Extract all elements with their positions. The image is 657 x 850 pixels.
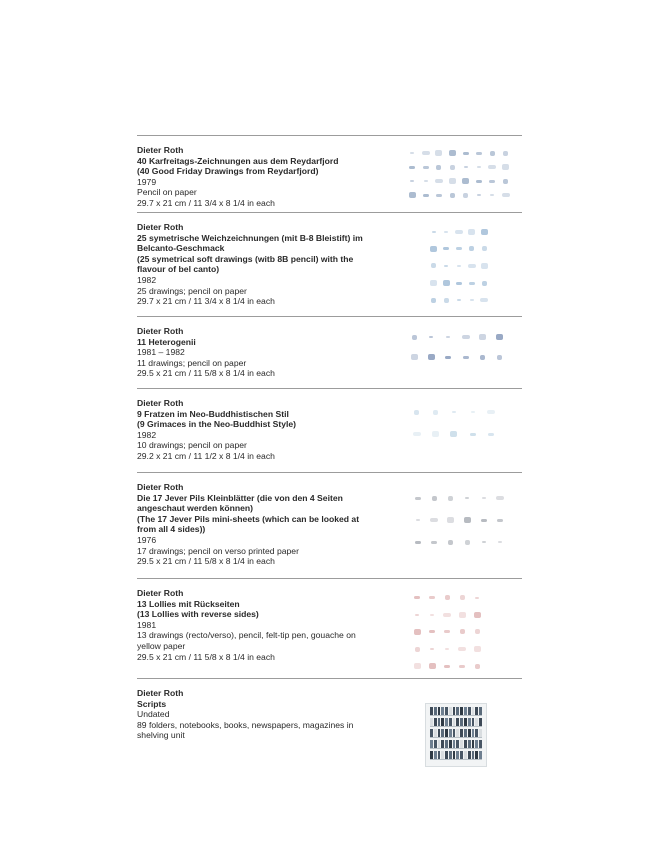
drawing-mark [479,242,489,255]
drawing-mark [411,489,425,507]
folder-spine [475,707,478,715]
drawing-mark [487,148,497,158]
drawing-mark [454,242,464,255]
drawing-mark [467,277,477,290]
artwork-title: flavour of bel canto) [137,264,220,275]
folder-spine [438,718,441,726]
drawing-mark [454,277,464,290]
artwork-entry [137,135,522,213]
folder-spine [472,751,475,759]
drawing-mark [447,148,457,158]
folder-spine [430,718,433,726]
drawing-mark [411,625,423,638]
folder-spine [441,751,444,759]
drawing-mark [411,511,425,529]
folder-spine [460,718,463,726]
drawing-mark [444,489,458,507]
artist-name: Dieter Roth [137,145,184,155]
drawing-mark [429,277,439,290]
artist-name: Dieter Roth [137,482,184,492]
drawing-mark [442,242,452,255]
drawing-mark [429,225,439,238]
drawing-mark [424,349,438,365]
drawing-mark [501,148,511,158]
artwork-detail: 1981 [137,619,157,630]
folder-spine [479,729,482,737]
drawing-mark [476,349,490,365]
artwork-thumbnail [407,329,507,365]
drawing-mark [471,608,483,621]
artwork-detail: 1982 [137,429,157,440]
drawing-mark [409,403,425,421]
folder-spine [460,751,463,759]
drawing-mark [461,176,471,186]
drawing-mark [456,625,468,638]
artwork-detail: Undated [137,709,170,720]
entry-text [137,145,387,209]
folder-spine [464,729,467,737]
artwork-thumbnail [409,403,499,443]
folder-spine [472,729,475,737]
folder-spine [464,751,467,759]
folder-spine [453,718,456,726]
folder-spine [445,707,448,715]
drawing-mark [411,533,425,551]
artwork-detail: 1979 [137,176,157,187]
drawing-mark [461,148,471,158]
drawing-mark [461,511,475,529]
drawing-mark [461,162,471,172]
drawing-mark [407,162,417,172]
folder-spine [460,729,463,737]
folder-spine [464,740,467,748]
folder-spine [456,740,459,748]
folder-spine [441,740,444,748]
artwork-detail: Pencil on paper [137,187,197,198]
artwork-detail: 10 drawings; pencil on paper [137,440,247,451]
folder-spine [430,707,433,715]
artwork-title: (13 Lollies with reverse sides) [137,609,259,620]
drawing-mark [442,225,452,238]
artwork-title: (The 17 Jever Pils mini-sheets (which can be looked at [137,513,360,524]
folder-spine [430,740,433,748]
drawing-mark [474,176,484,186]
drawing-mark [429,242,439,255]
artwork-title: angeschaut werden können) [137,503,254,514]
folder-spine [472,740,475,748]
entry-text [137,688,387,741]
drawing-mark [424,329,438,345]
drawing-mark [441,625,453,638]
artwork-title: (9 Grimaces in the Neo-Buddhist Style) [137,419,297,430]
drawing-mark [434,162,444,172]
folder-spine [441,707,444,715]
artist-name: Dieter Roth [137,326,184,336]
folder-spine [464,707,467,715]
drawing-mark [467,242,477,255]
artwork-title: Scripts [137,698,167,709]
drawing-mark [442,277,452,290]
drawing-mark [479,277,489,290]
artwork-title: from all 4 sides)) [137,524,206,535]
drawing-mark [428,403,444,421]
shelf-row [430,729,482,738]
folder-spine [475,740,478,748]
entry-text [137,326,387,379]
drawing-mark [483,425,499,443]
artwork-entry [137,388,522,473]
folder-spine [449,729,452,737]
drawing-mark [411,643,423,656]
drawing-mark [467,259,477,272]
drawing-mark [487,162,497,172]
drawing-mark [493,349,507,365]
artist-name: Dieter Roth [137,688,184,698]
drawing-mark [407,190,417,200]
entry-text [137,398,387,462]
artwork-title: Die 17 Jever Pils Kleinblätter (die von den 4 Seiten [137,492,343,503]
drawing-mark [441,349,455,365]
artwork-title: Belcanto-Geschmack [137,243,225,254]
shelf-row [430,751,482,760]
drawing-mark [426,608,438,621]
artwork-thumbnail [407,148,511,200]
drawing-mark [454,259,464,272]
artwork-entry [137,678,522,779]
drawing-mark [461,533,475,551]
drawing-mark [461,489,475,507]
folder-spine [472,718,475,726]
drawing-mark [441,329,455,345]
folder-spine [479,751,482,759]
drawing-mark [476,329,490,345]
drawing-mark [426,643,438,656]
shelving-unit-thumbnail [425,703,487,767]
folder-spine [475,729,478,737]
drawing-mark [429,259,439,272]
artwork-detail: 29.2 x 21 cm / 11 1/2 x 8 1/4 in each [137,450,275,461]
drawing-mark [501,176,511,186]
folder-spine [434,751,437,759]
folder-spine [438,707,441,715]
folder-spine [472,707,475,715]
artist-name: Dieter Roth [137,398,184,408]
entry-text [137,222,387,307]
artwork-detail: 1976 [137,534,157,545]
folder-spine [456,729,459,737]
folder-spine [434,740,437,748]
drawing-mark [487,190,497,200]
folder-spine [468,740,471,748]
folder-spine [453,707,456,715]
drawing-mark [456,660,468,673]
artwork-title: 9 Fratzen im Neo-Buddhistischen Stil [137,408,289,419]
drawing-mark [444,533,458,551]
artwork-detail: 89 folders, notebooks, books, newspapers, magazines in [137,719,354,730]
drawing-mark [428,533,442,551]
folder-spine [453,751,456,759]
shelf-row [430,707,482,716]
folder-spine [430,751,433,759]
drawing-mark [447,162,457,172]
drawing-mark [471,591,483,604]
folder-spine [434,718,437,726]
drawing-mark [467,225,477,238]
drawing-mark [501,162,511,172]
drawing-mark [420,190,430,200]
drawing-mark [493,329,507,345]
drawing-mark [442,259,452,272]
folder-spine [430,729,433,737]
entry-text [137,482,387,567]
artwork-thumbnail [411,591,483,673]
drawing-mark [441,643,453,656]
artwork-detail: 1982 [137,274,157,285]
folder-spine [453,729,456,737]
artist-name: Dieter Roth [137,588,184,598]
artwork-detail: 29.7 x 21 cm / 11 3/4 x 8 1/4 in each [137,296,275,307]
folder-spine [449,740,452,748]
folder-spine [434,729,437,737]
folder-spine [460,740,463,748]
drawing-mark [501,190,511,200]
folder-spine [438,740,441,748]
drawing-mark [441,591,453,604]
drawing-mark [471,643,483,656]
artwork-title: 40 Karfreitags-Zeichnungen aus dem Reydarfjord [137,155,339,166]
drawing-mark [411,660,423,673]
drawing-mark [459,349,473,365]
artist-name: Dieter Roth [137,222,184,232]
artwork-entry [137,472,522,579]
drawing-mark [483,403,499,421]
drawing-mark [465,403,481,421]
artwork-title: 25 symetrische Weichzeichnungen (mit B-8 Bleistift) im [137,232,363,243]
drawing-mark [474,148,484,158]
folder-spine [468,729,471,737]
drawing-mark [494,511,508,529]
artwork-detail: 25 drawings; pencil on paper [137,285,247,296]
drawing-mark [426,591,438,604]
folder-spine [434,707,437,715]
artwork-detail: 13 drawings (recto/verso), pencil, felt-tip pen, gouache on [137,630,356,641]
drawing-mark [461,190,471,200]
drawing-mark [407,148,417,158]
drawing-mark [444,511,458,529]
artwork-thumbnail [429,225,489,307]
drawing-mark [479,294,489,307]
drawing-mark [465,425,481,443]
drawing-mark [479,225,489,238]
artwork-detail: 1981 – 1982 [137,347,185,358]
drawing-mark [447,176,457,186]
folder-spine [464,718,467,726]
drawing-mark [428,489,442,507]
drawing-mark [407,176,417,186]
drawing-mark [407,349,421,365]
folder-spine [468,718,471,726]
drawing-mark [442,294,452,307]
artwork-entry [137,316,522,389]
drawing-mark [407,329,421,345]
folder-spine [460,707,463,715]
drawing-mark [479,259,489,272]
folder-spine [445,751,448,759]
artwork-thumbnail [411,489,507,551]
artwork-entry [137,578,522,679]
drawing-mark [411,608,423,621]
drawing-mark [434,148,444,158]
artwork-detail: 11 drawings; pencil on paper [137,357,247,368]
drawing-mark [441,608,453,621]
folder-spine [479,707,482,715]
folder-spine [438,751,441,759]
folder-spine [445,740,448,748]
drawing-mark [474,190,484,200]
artwork-detail: shelving unit [137,730,185,741]
drawing-mark [454,225,464,238]
artwork-entry [137,212,522,317]
drawing-mark [441,660,453,673]
drawing-mark [494,489,508,507]
folder-spine [479,718,482,726]
folder-spine [441,729,444,737]
artwork-detail: 29.5 x 21 cm / 11 5/8 x 8 1/4 in each [137,368,275,379]
folder-spine [475,718,478,726]
artwork-detail: yellow paper [137,640,186,651]
artwork-detail: 29.5 x 21 cm / 11 5/8 x 8 1/4 in each [137,556,275,567]
drawing-mark [409,425,425,443]
folder-spine [479,740,482,748]
drawing-mark [456,591,468,604]
folder-spine [449,751,452,759]
artwork-detail: 17 drawings; pencil on verso printed paper [137,545,299,556]
drawing-mark [456,643,468,656]
drawing-mark [428,511,442,529]
shelf-row [430,718,482,727]
drawing-mark [434,176,444,186]
drawing-mark [494,533,508,551]
folder-spine [456,718,459,726]
drawing-mark [420,162,430,172]
folder-spine [475,751,478,759]
drawing-mark [471,660,483,673]
drawing-mark [467,294,477,307]
drawing-mark [428,425,444,443]
artwork-title: (25 symetrical soft drawings (witb 8B pencil) with the [137,253,354,264]
drawing-mark [456,608,468,621]
drawing-mark [411,591,423,604]
folder-spine [456,751,459,759]
folder-spine [445,718,448,726]
folder-spine [449,707,452,715]
drawing-mark [487,176,497,186]
drawing-mark [471,625,483,638]
folder-spine [445,729,448,737]
folder-spine [468,707,471,715]
drawing-mark [477,533,491,551]
artwork-title: (40 Good Friday Drawings from Reydarfjord) [137,166,319,177]
drawing-mark [446,425,462,443]
drawing-mark [420,148,430,158]
shelf-row [430,740,482,749]
folder-spine [456,707,459,715]
folder-spine [468,751,471,759]
artwork-detail: 29.5 x 21 cm / 11 5/8 x 8 1/4 in each [137,651,275,662]
folder-spine [453,740,456,748]
drawing-mark [477,511,491,529]
drawing-mark [429,294,439,307]
drawing-mark [426,625,438,638]
drawing-mark [447,190,457,200]
artwork-title: 13 Lollies mit Rückseiten [137,598,240,609]
artwork-title: 11 Heterogenii [137,336,196,347]
drawing-mark [477,489,491,507]
drawing-mark [420,176,430,186]
artwork-detail: 29.7 x 21 cm / 11 3/4 x 8 1/4 in each [137,197,275,208]
drawing-mark [434,190,444,200]
drawing-mark [446,403,462,421]
drawing-mark [474,162,484,172]
drawing-mark [454,294,464,307]
folder-spine [441,718,444,726]
folder-spine [449,718,452,726]
entry-text [137,588,387,662]
drawing-mark [459,329,473,345]
folder-spine [438,729,441,737]
drawing-mark [426,660,438,673]
